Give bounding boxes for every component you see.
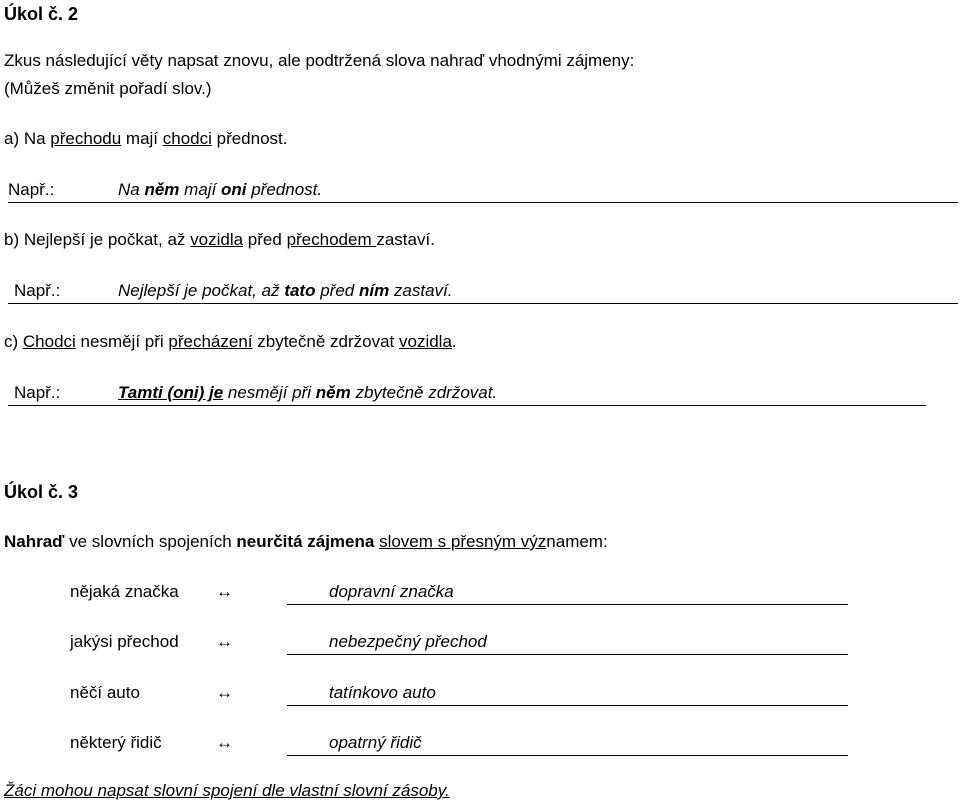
text-run: přechodem [286, 230, 377, 249]
pair-right: nebezpečný přechod [329, 632, 487, 651]
text-run: . [451, 332, 457, 351]
text-run: tato [284, 281, 316, 300]
pair-right: opatrný řidič [329, 733, 422, 752]
double-arrow-icon: ↔ [216, 683, 233, 702]
text-run: zastaví. [376, 230, 435, 249]
text-run: vozidla [399, 332, 452, 351]
task2-instruction-line1: Zkus následující věty napsat znovu, ale podtržená slova nahraď vhodnými zájmeny: [4, 51, 635, 70]
example-label-a: Např.: [8, 180, 55, 199]
example-label-c: Např.: [14, 383, 61, 402]
pair-answer-line [287, 705, 848, 706]
text-run: něm [144, 180, 180, 199]
pair-left: některý řidič [70, 733, 162, 752]
pair-right: tatínkovo auto [329, 683, 436, 702]
text-run: nesmějí při [75, 332, 169, 351]
instruction-run: namem: [546, 532, 608, 551]
text-run: před [315, 281, 359, 300]
text-run: zastaví. [389, 281, 453, 300]
text-run: přecházení [168, 332, 253, 351]
instruction-run: neurčitá zájmena [236, 532, 375, 551]
text-run: Nejlepší je počkat, až [118, 281, 285, 300]
text-run: přednost. [211, 129, 288, 148]
double-arrow-icon: ↔ [216, 582, 233, 601]
sentence-a [4, 129, 288, 149]
pair-left: něčí auto [70, 683, 140, 702]
task3-heading: Úkol č. 3 [4, 482, 79, 502]
text-run: přednost. [246, 180, 323, 199]
pair-left: nějaká značka [70, 582, 179, 601]
double-arrow-icon: ↔ [216, 632, 233, 651]
example-label-b: Např.: [14, 281, 61, 300]
text-run: něm [315, 383, 351, 402]
instruction-run: slovem s přesným výz [379, 532, 547, 551]
sentence-c [4, 332, 457, 352]
text-run: před [243, 230, 287, 249]
answer-line-c [8, 405, 926, 406]
text-run: mají [179, 180, 221, 199]
task2-heading: Úkol č. 2 [4, 4, 79, 24]
text-run: ním [358, 281, 390, 300]
pair-answer-line [287, 654, 848, 655]
text-run: Tamti (oni) je [118, 383, 224, 402]
instruction-run: ve slovních spojeních [64, 532, 237, 551]
text-run: mají [121, 129, 163, 148]
pair-answer-line [287, 604, 848, 605]
text-run: Na [118, 180, 145, 199]
text-run: chodci [162, 129, 212, 148]
text-run: oni [221, 180, 247, 199]
pair-answer-line [287, 755, 848, 756]
footnote: Žáci mohou napsat slovní spojení dle vlastní slovní zásoby. [4, 781, 450, 800]
pair-right: dopravní značka [329, 582, 454, 601]
instruction-run: Nahraď [4, 532, 65, 551]
text-run: nesmějí při [223, 383, 316, 402]
answer-a [118, 180, 322, 200]
double-arrow-icon: ↔ [216, 733, 233, 752]
answer-line-b [8, 303, 958, 304]
text-run: zbytečně zdržovat. [350, 383, 498, 402]
answer-b [118, 281, 453, 301]
pair-left: jakýsi přechod [70, 632, 179, 651]
text-run: Chodci [22, 332, 76, 351]
answer-c [118, 383, 497, 403]
answer-line-a [8, 202, 958, 203]
sentence-b [4, 230, 435, 250]
text-run: přechodu [50, 129, 122, 148]
text-run: b) Nejlepší je počkat, až [4, 230, 191, 249]
text-run: c) [4, 332, 23, 351]
task3-instruction [4, 532, 608, 552]
text-run: zbytečně zdržovat [252, 332, 399, 351]
text-run: a) Na [4, 129, 51, 148]
task2-instruction-line2: (Můžeš změnit pořadí slov.) [4, 79, 212, 98]
text-run: vozidla [190, 230, 244, 249]
